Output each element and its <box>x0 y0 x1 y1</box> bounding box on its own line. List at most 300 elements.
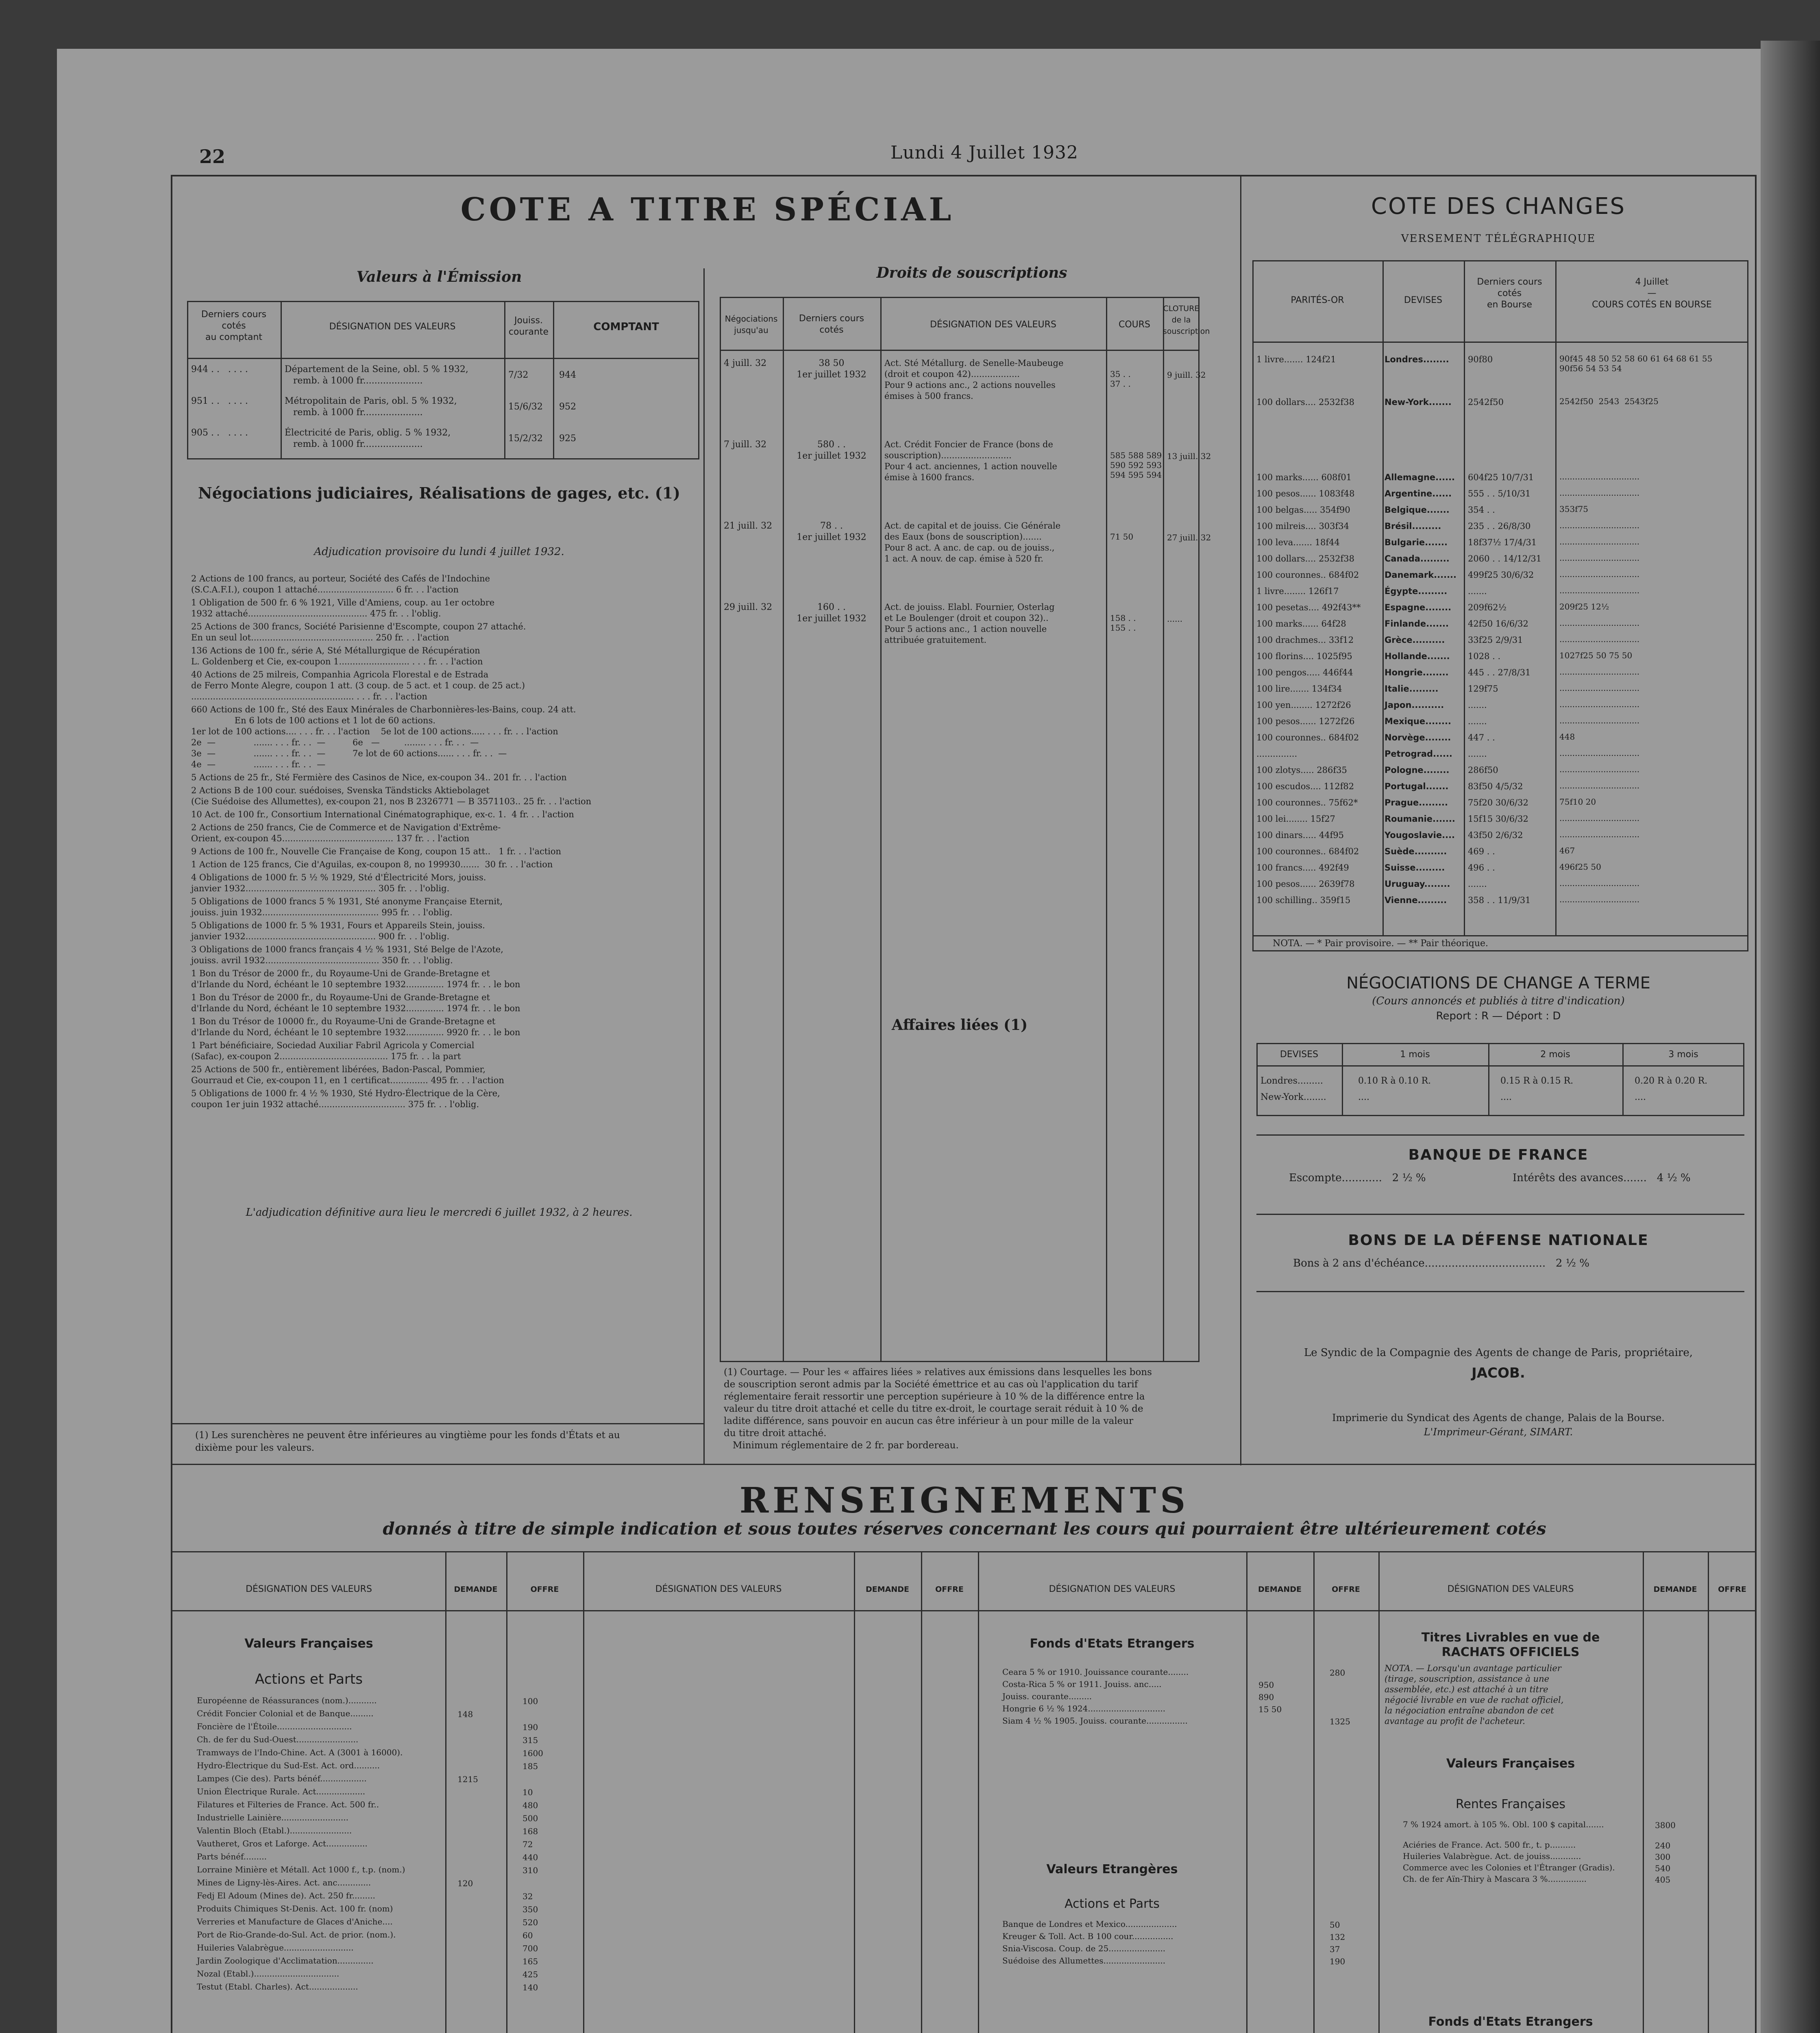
divider-droits <box>703 268 705 1464</box>
change-row-parite: 100 pesos...... 1083f48 <box>1256 489 1355 498</box>
rens-row-name: Ch. de fer du Sud-Ouest........................ <box>197 1735 359 1744</box>
rens-row-name: 7 % 1924 amort. à 105 %. Obl. 100 $ capital....... <box>1403 1820 1604 1829</box>
droits-row-cours: 35 . . 37 . . <box>1110 369 1131 389</box>
change-row-devise: Yougoslavie.... <box>1385 830 1455 840</box>
divider-changes <box>1240 176 1241 1465</box>
change-row-parite: 100 florins.... 1025f95 <box>1256 651 1352 661</box>
negociation-entry: 660 Actions de 100 fr., Sté des Eaux Minérales de Charbonnières-les-Bains, coup. 24 att. En 6 lots de 100 actions et 1 lot de 60 actions. 1er lot de 100 actions.... . . . fr. . . l'action 5e lot de 100 actions..... . . . fr. . . l'action 2e — ....... . . . fr. . . — 6e — ........ . . . fr. . . — 3e — ....... . . . fr. . . — 7e lot de 60 actions...... . . . fr. . . — 4e — ....... . . . fr. . . — <box>191 705 576 769</box>
changes-subtitle: VERSEMENT TÉLÉGRAPHIQUE <box>1401 233 1596 245</box>
terme-row-devise: New-York........ <box>1261 1092 1326 1102</box>
change-row-cours: 209f25 12½ <box>1559 602 1609 612</box>
change-row-devise: Suisse......... <box>1385 863 1445 873</box>
emission-footnote: (1) Les surenchères ne peuvent être inférieures au vingtième pour les fonds d'États et au dixième pour les valeurs. <box>195 1430 620 1453</box>
rens-row-offre: 1325 <box>1330 1717 1350 1726</box>
change-row-parite: 100 leva....... 18f44 <box>1256 538 1340 547</box>
syndic-line1: Le Syndic de la Compagnie des Agents de change de Paris, propriétaire, <box>1304 1347 1693 1359</box>
rens-row-offre: 60 <box>522 1931 533 1940</box>
rens-row-offre: 315 <box>522 1735 538 1745</box>
rens-row-name: Tramways de l'Indo-Chine. Act. A (3001 à 16000). <box>197 1748 403 1757</box>
rens-row-name: Parts bénéf......... <box>197 1852 267 1861</box>
change-row-devise: Roumanie....... <box>1385 814 1455 824</box>
rens-col-divider <box>854 1551 855 2033</box>
change-row-last: 83f50 4/5/32 <box>1468 781 1523 791</box>
change-row-devise: Allemagne...... <box>1385 472 1455 482</box>
rens-row-offre: 190 <box>1330 1957 1345 1966</box>
rens-row-name: Lampes (Cie des). Parts bénéf.................. <box>197 1774 367 1783</box>
negociation-entry: 3 Obligations de 1000 francs français 4 ½ % 1931, Sté Belge de l'Azote, jouiss. avril 1932.......................................... 350 fr. . . l'oblig. <box>191 945 503 965</box>
rens-row-demande: 890 <box>1258 1692 1274 1702</box>
change-row-last: ....... <box>1468 749 1487 759</box>
rens-col-offre: OFFRE <box>935 1585 964 1594</box>
change-row-devise: Uruguay........ <box>1385 879 1450 889</box>
change-row-cours: 1027f25 50 75 50 <box>1559 651 1633 660</box>
terme-row-3: 0.20 R à 0.20 R. <box>1635 1076 1708 1086</box>
rens-col-designation: DÉSIGNATION DES VALEURS <box>1049 1584 1176 1594</box>
change-row-cours: ............................... <box>1559 634 1640 644</box>
change-row-last: 604f25 10/7/31 <box>1468 472 1534 482</box>
rens-col3-sub2: Actions et Parts <box>1065 1897 1160 1911</box>
rens-col-divider <box>921 1551 922 2033</box>
change-row-cours: 496f25 50 <box>1559 862 1601 872</box>
rens-row-offre: 190 <box>522 1722 538 1732</box>
rens-group-divider <box>1378 1551 1380 2033</box>
change-row-parite: 100 schilling.. 359f15 <box>1256 895 1351 905</box>
change-row-last: 555 . . 5/10/31 <box>1468 489 1531 498</box>
change-row-cours: 353f75 <box>1559 504 1589 514</box>
rens-row-name: Suédoise des Allumettes........................ <box>1002 1956 1166 1966</box>
terme-row-2: .... <box>1500 1092 1512 1102</box>
droits-row-date: 29 juill. 32 <box>724 602 773 612</box>
change-row-last: 2060 . . 14/12/31 <box>1468 554 1542 564</box>
rens-row-name: Costa-Rica 5 % or 1911. Jouiss. anc..... <box>1002 1679 1162 1689</box>
rens-row-name: Nozal (Etabl.)................................. <box>197 1969 340 1979</box>
rens-row-offre: 425 <box>522 1970 538 1979</box>
rens-col-offre: OFFRE <box>1332 1585 1360 1594</box>
emission-row-name: Électricité de Paris, oblig. 5 % 1932, remb. à 1000 fr..................... <box>285 428 451 449</box>
rens-row-demande: 15 50 <box>1258 1704 1282 1714</box>
terme-subtitle: (Cours annoncés et publiés à titre d'indication) <box>1372 995 1625 1007</box>
change-row-devise: Bulgarie....... <box>1385 538 1448 547</box>
terme-col-3: 3 mois <box>1668 1049 1698 1060</box>
rens-row-offre: 440 <box>522 1852 538 1862</box>
change-row-parite: ............... <box>1256 749 1298 759</box>
change-row-devise: Pologne........ <box>1385 765 1450 775</box>
change-row-cours: ............................... <box>1559 781 1640 790</box>
affaires-liees-heading: Affaires liées (1) <box>891 1016 1028 1034</box>
courtage-note: (1) Courtage. — Pour les « affaires liées » relatives aux émissions dans lesquelles les bons de souscription seront admis par la Société émettrice et au cas où l'application du tarif réglementaire ferait ressortir une perception supérieure à 10 % de la différence entre la valeur du titre droit attaché et celle du titre ex-droit, le courtage serait réduit à 10 % de ladite différence, sans pouvoir en aucun cas être inférieur à un pour mille de la valeur du titre droit attaché. Minimum réglementaire de 2 fr. par bordereau. <box>724 1367 1152 1451</box>
change-row-cours: ............................... <box>1559 683 1640 693</box>
change-row-devise: Finlande....... <box>1385 619 1449 629</box>
change-row-parite: 100 couronnes.. 684f02 <box>1256 570 1359 580</box>
rens-col-offre: OFFRE <box>1718 1585 1746 1594</box>
rens-row-demande: 3800 <box>1655 1820 1676 1830</box>
terme-row-devise: Londres......... <box>1261 1076 1323 1086</box>
change-row-cours: 90f45 48 50 52 58 60 61 64 68 61 55 90f56 54 53 54 <box>1559 354 1713 373</box>
change-row-devise: Prague......... <box>1385 798 1448 808</box>
negociation-entry: 1 Bon du Trésor de 2000 fr., du Royaume-Uni de Grande-Bretagne et d'Irlande du Nord, échéant le 10 septembre 1932.............. 1974 fr. . . le bon <box>191 993 520 1013</box>
rens-row-name: Industrielle Lainière.......................... <box>197 1813 348 1822</box>
terme-row-2: 0.15 R à 0.15 R. <box>1500 1076 1574 1086</box>
emission-row-comptant: 944 <box>559 370 576 380</box>
change-row-parite: 100 marks...... 64f28 <box>1256 619 1346 629</box>
rens-row-demande: 1215 <box>457 1774 478 1784</box>
rens-row-name: Vautheret, Gros et Laforge. Act................ <box>197 1839 368 1848</box>
change-row-cours: 2542f50 2543 2543f25 <box>1559 396 1659 406</box>
terme-col-devises: DEVISES <box>1280 1049 1319 1060</box>
droits-col-cloture: CLOTURE de la souscription <box>1163 304 1210 336</box>
droits-row-prev: 78 . . 1er juillet 1932 <box>797 521 866 542</box>
change-row-last: ....... <box>1468 700 1487 710</box>
rens-row-demande: 540 <box>1655 1863 1671 1873</box>
change-row-devise: Japon.......... <box>1385 700 1444 710</box>
rens-col-demande: DEMANDE <box>454 1585 498 1594</box>
change-row-cours: 467 <box>1559 846 1575 855</box>
change-row-last: 469 . . <box>1468 847 1495 856</box>
renseignements-subtitle: donnés à titre de simple indication et sous toutes réserves concernant les cours qui pourraient être ultérieurement cotés <box>383 1519 1546 1539</box>
rens-row-name: Snia-Viscosa. Coup. de 25...................... <box>1002 1944 1166 1953</box>
rens-row-name: Fedj El Adoum (Mines de). Act. 250 fr......... <box>197 1891 375 1900</box>
rens-row-name: Banque de Londres et Mexico.................... <box>1002 1919 1177 1929</box>
binding-spine <box>1761 41 1820 2033</box>
change-row-last: 209f62½ <box>1468 603 1507 612</box>
rens-row-name: Jardin Zoologique d'Acclimatation.............. <box>197 1956 374 1966</box>
emission-heading: Valeurs à l'Émission <box>356 268 522 285</box>
rens-row-name: Ch. de fer Aïn-Thiry à Mascara 3 %............... <box>1403 1874 1587 1884</box>
rens-row-name: Jouiss. courante......... <box>1002 1691 1092 1701</box>
rens-row-demande: 300 <box>1655 1852 1671 1862</box>
rens-row-name: Produits Chimiques St-Denis. Act. 100 fr. (nom) <box>197 1904 393 1913</box>
rens-col-designation: DÉSIGNATION DES VALEURS <box>655 1584 782 1594</box>
droits-row-cloture: ...... <box>1167 614 1183 624</box>
change-row-cours: ............................... <box>1559 699 1640 709</box>
rens-row-name: Port de Rio-Grande-do-Sul. Act. de prior. (nom.). <box>197 1930 396 1939</box>
change-row-devise: Argentine...... <box>1385 489 1452 498</box>
change-row-parite: 100 milreis.... 303f34 <box>1256 521 1350 531</box>
change-row-parite: 100 pesetas.... 492f43** <box>1256 603 1361 612</box>
rens-col-demande: DEMANDE <box>1258 1585 1302 1594</box>
syndic-line3: L'Imprimeur-Gérant, SIMART. <box>1424 1426 1573 1438</box>
rens-row-offre: 100 <box>522 1696 538 1706</box>
negociation-entry: 2 Actions de 100 francs, au porteur, Société des Cafés de l'Indochine (S.C.A.F.I.), coupon 1 attaché............................ 6 fr. . . l'action <box>191 574 490 594</box>
rens-col-designation: DÉSIGNATION DES VALEURS <box>1447 1584 1574 1594</box>
rens-col3-heading: Fonds d'Etats Etrangers <box>1030 1637 1195 1651</box>
divider-renseignements <box>172 1464 1757 1465</box>
rens-row-offre: 310 <box>522 1865 538 1875</box>
change-row-last: 496 . . <box>1468 863 1495 873</box>
changes-col-parites: PARITÉS-OR <box>1291 295 1344 305</box>
rens-row-name: Kreuger & Toll. Act. B 100 cour................ <box>1002 1931 1173 1941</box>
renseignements-title: RENSEIGNEMENTS <box>739 1480 1190 1521</box>
page-date: Lundi 4 Juillet 1932 <box>890 142 1078 163</box>
change-row-parite: 100 pesos...... 2639f78 <box>1256 879 1355 889</box>
change-row-cours: ............................... <box>1559 569 1640 579</box>
emission-row-comptant: 925 <box>559 433 576 444</box>
adjudication-definitive: L'adjudication définitive aura lieu le mercredi 6 juillet 1932, à 2 heures. <box>246 1206 633 1219</box>
rens-row-name: Huileries Valabrègue. Act. de jouiss............ <box>1403 1851 1581 1861</box>
rens-row-offre: 168 <box>522 1826 538 1836</box>
emission-col-derniers: Derniers cours cotés au comptant <box>201 309 267 342</box>
negociations-list <box>191 573 695 1112</box>
rens-row-name: Lorraine Minière et Métall. Act 1000 f., t.p. (nom.) <box>197 1865 405 1874</box>
negociations-heading: Négociations judiciaires, Réalisations de gages, etc. (1) <box>198 484 680 502</box>
droits-row-prev: 160 . . 1er juillet 1932 <box>797 602 866 624</box>
rens-row-offre: 700 <box>522 1944 538 1953</box>
rens-row-name: Hongrie 6 ½ % 1924.............................. <box>1002 1704 1166 1713</box>
change-row-devise: Brésil......... <box>1385 521 1441 531</box>
rens-row-name: Verreries et Manufacture de Glaces d'Aniche.... <box>197 1917 393 1926</box>
emission-row-jouiss: 15/6/32 <box>508 402 543 412</box>
droits-col-derniers: Derniers cours cotés <box>799 313 864 335</box>
change-row-parite: 100 belgas..... 354f90 <box>1256 505 1350 515</box>
negociation-entry: 1 Action de 125 francs, Cie d'Aguilas, ex-coupon 8, no 199930....... 30 fr. . . l'action <box>191 860 553 869</box>
emission-row-jouiss: 15/2/32 <box>508 433 543 444</box>
rens-col-divider <box>1708 1551 1709 2033</box>
change-row-last: 15f15 30/6/32 <box>1468 814 1528 824</box>
syndic-line2: Imprimerie du Syndicat des Agents de change, Palais de la Bourse. <box>1332 1412 1665 1424</box>
emission-row-name: Département de la Seine, obl. 5 % 1932, remb. à 1000 fr..................... <box>285 364 468 386</box>
droits-col-neg: Négociations jusqu'au <box>725 314 778 335</box>
droits-row-cours: 585 588 589 590 592 593 594 595 594 <box>1110 451 1162 480</box>
change-row-parite: 100 francs..... 492f49 <box>1256 863 1349 873</box>
page-number: 22 <box>199 146 226 168</box>
change-row-last: 499f25 30/6/32 <box>1468 570 1534 580</box>
negociation-entry: 5 Obligations de 1000 fr. 5 % 1931, Fours et Appareils Stein, jouiss. janvier 1932................................................ 900 fr. . . l'oblig. <box>191 921 485 941</box>
change-row-parite: 100 pesos...... 1272f26 <box>1256 716 1355 726</box>
banque-interets: Intérêts des avances....... 4 ½ % <box>1513 1172 1691 1184</box>
change-row-devise: Grèce.......... <box>1385 635 1445 645</box>
change-row-cours: ............................... <box>1559 878 1640 888</box>
change-row-cours: ............................... <box>1559 716 1640 725</box>
change-row-parite: 100 couronnes.. 684f02 <box>1256 733 1359 742</box>
rens-col4-heading: Titres Livrables en vue de RACHATS OFFICIELS <box>1421 1630 1600 1659</box>
rens-col4-heading2: Valeurs Françaises <box>1446 1757 1575 1771</box>
change-row-cours: ............................... <box>1559 667 1640 677</box>
rens-row-offre: 350 <box>522 1905 538 1914</box>
negociation-entry: 2 Actions de 250 francs, Cie de Commerce et de Navigation d'Extrême- Orient, ex-coupon 45......................................... 137 fr. . . l'action <box>191 823 501 843</box>
rens-group-divider <box>583 1551 584 2033</box>
syndic-name: JACOB. <box>1472 1365 1525 1381</box>
change-row-last: 18f37½ 17/4/31 <box>1468 538 1537 547</box>
rens-row-demande: 148 <box>457 1709 473 1719</box>
droits-row-prev: 38 50 1er juillet 1932 <box>797 358 866 380</box>
rens-col1-sub1: Actions et Parts <box>255 1671 363 1687</box>
negociation-entry: 1 Bon du Trésor de 2000 fr., du Royaume-Uni de Grande-Bretagne et d'Irlande du Nord, échéant le 10 septembre 1932.............. 1974 fr. . . le bon <box>191 969 520 989</box>
rens-row-offre: 185 <box>522 1761 538 1771</box>
negociation-entry: 4 Obligations de 1000 fr. 5 ½ % 1929, Sté d'Électricité Mors, jouiss. janvier 1932................................................ 305 fr. . . l'oblig. <box>191 873 486 893</box>
change-row-cours: ............................... <box>1559 829 1640 839</box>
rens-row-name: Foncière de l'Étoile............................. <box>197 1722 352 1731</box>
terme-title: NÉGOCIATIONS DE CHANGE A TERME <box>1346 974 1650 993</box>
terme-col-1: 1 mois <box>1400 1049 1430 1060</box>
negociation-entry: 25 Actions de 500 fr., entièrement libérées, Badon-Pascal, Pommier, Gourraud et Cie, ex-coupon 11, en 1 certificat.............. 495 fr. . . l'action <box>191 1064 504 1085</box>
change-row-parite: 100 yen........ 1272f26 <box>1256 700 1351 710</box>
negociation-entry: 5 Actions de 25 fr., Sté Fermière des Casinos de Nice, ex-coupon 34.. 201 fr. . . l'action <box>191 773 567 782</box>
negociation-entry: 2 Actions B de 100 cour. suédoises, Svenska Tändsticks Aktiebolaget (Cie Suédoise des Allumettes), ex-coupon 21, nos B 2326771 — B 3571103.. 25 fr. . . l'action <box>191 786 592 806</box>
rens-row-offre: 10 <box>522 1787 533 1797</box>
change-row-parite: 100 zlotys..... 286f35 <box>1256 765 1347 775</box>
rens-row-demande: 120 <box>457 1878 473 1888</box>
change-row-parite: 100 marks...... 608f01 <box>1256 472 1352 482</box>
change-row-parite: 100 pengos..... 446f44 <box>1256 668 1353 677</box>
change-row-parite: 100 lire....... 134f34 <box>1256 684 1342 694</box>
rens-row-name: Siam 4 ½ % 1905. Jouiss. courante................ <box>1002 1716 1188 1726</box>
emission-row-prev: 905 . . . . . . <box>191 428 248 438</box>
droits-row-name: Act. de jouiss. Elabl. Fournier, Osterlag et Le Boulenger (droit et coupon 32).. Pour 5 actions anc., 1 action nouvelle attribuée gratuitement. <box>884 602 1055 645</box>
change-row-cours: ............................... <box>1559 537 1640 546</box>
rens-row-name: Filatures et Filteries de France. Act. 500 fr.. <box>197 1800 379 1809</box>
negociation-entry: 1 Obligation de 500 fr. 6 % 1921, Ville d'Amiens, coup. au 1er octobre 1932 attaché............................................ 475 fr. . . l'oblig. <box>191 598 495 618</box>
negociation-entry: 1 Bon du Trésor de 10000 fr., du Royaume-Uni de Grande-Bretagne et d'Irlande du Nord, échéant le 10 septembre 1932.............. 9920 fr. . . le bon <box>191 1016 520 1037</box>
rens-row-name: Mines de Ligny-lès-Aires. Act. anc............. <box>197 1878 371 1887</box>
change-row-cours: 75f10 20 <box>1559 797 1596 807</box>
droits-row-cloture: 13 juill. 32 <box>1167 451 1211 461</box>
change-row-devise: Vienne......... <box>1385 895 1447 905</box>
rens-row-offre: 480 <box>522 1800 538 1810</box>
negociation-entry: 5 Obligations de 1000 francs 5 % 1931, Sté anonyme Française Eternit, jouiss. juin 1932........................................... 995 fr. . . l'oblig. <box>191 897 503 917</box>
change-row-devise: Espagne........ <box>1385 603 1452 612</box>
terme-row-1: 0.10 R à 0.10 R. <box>1358 1076 1431 1086</box>
change-row-cours: ............................... <box>1559 895 1640 904</box>
rens-row-name: Commerce avec les Colonies et l'Étranger (Gradis). <box>1403 1863 1615 1872</box>
rens-col-designation: DÉSIGNATION DES VALEURS <box>246 1584 372 1594</box>
change-row-devise: New-York....... <box>1385 397 1452 407</box>
bons-title: BONS DE LA DÉFENSE NATIONALE <box>1348 1232 1649 1249</box>
terme-legend: Report : R — Déport : D <box>1436 1010 1561 1022</box>
emission-col-designation: DÉSIGNATION DES VALEURS <box>329 322 456 332</box>
change-row-devise: Danemark....... <box>1385 570 1457 580</box>
change-row-cours: ............................... <box>1559 488 1640 498</box>
rens-row-offre: 50 <box>1330 1920 1340 1930</box>
change-row-devise: Égypte......... <box>1385 586 1448 596</box>
rens-row-offre: 165 <box>522 1957 538 1966</box>
rens-row-offre: 32 <box>522 1892 533 1901</box>
change-row-last: ....... <box>1468 716 1487 726</box>
change-row-parite: 1 livre....... 124f21 <box>1256 355 1336 364</box>
droits-col-designation: DÉSIGNATION DES VALEURS <box>930 320 1056 330</box>
rens-row-offre: 280 <box>1330 1668 1345 1678</box>
rens-col-demande: DEMANDE <box>1653 1585 1697 1594</box>
change-row-parite: 100 dollars.... 2532f38 <box>1256 554 1354 564</box>
rens-col4-sub1: Rentes Françaises <box>1455 1797 1566 1811</box>
change-row-cours: ............................... <box>1559 618 1640 628</box>
negociation-entry: 5 Obligations de 1000 fr. 4 ½ % 1930, Sté Hydro-Électrique de la Cère, coupon 1er juin 1932 attaché................................ 375 fr. . . l'oblig. <box>191 1088 500 1109</box>
rens-col1-heading: Valeurs Françaises <box>244 1637 373 1651</box>
change-row-devise: Canada......... <box>1385 554 1450 564</box>
negociation-entry: 1 Part bénéficiaire, Sociedad Auxiliar Fabril Agricola y Comercial (Safac), ex-coupon 2........................................ 175 fr. . . la part <box>191 1040 475 1061</box>
changes-col-devises: DEVISES <box>1404 295 1443 305</box>
negociation-entry: 25 Actions de 300 francs, Société Parisienne d'Escompte, coupon 27 attaché. En un seul lot............................................. 250 fr. . . l'action <box>191 622 526 642</box>
banque-escompte: Escompte............ 2 ½ % <box>1289 1172 1426 1184</box>
droits-row-cloture: 9 juill. 32 <box>1167 370 1206 380</box>
adjudication-provisoire: Adjudication provisoire du lundi 4 juillet 1932. <box>314 546 564 558</box>
change-row-parite: 100 drachmes... 33f12 <box>1256 635 1354 645</box>
cote-titre-title: COTE A TITRE SPÉCIAL <box>460 191 955 228</box>
change-row-last: 90f80 <box>1468 355 1493 364</box>
rens-row-offre: 132 <box>1330 1932 1345 1942</box>
change-row-cours: ............................... <box>1559 586 1640 595</box>
rens-col3-heading2: Valeurs Etrangères <box>1046 1862 1178 1876</box>
negociation-entry: 40 Actions de 25 milreis, Companhia Agricola Florestal e de Estrada de Ferro Monte Alegre, coupon 1 att. (3 coup. de 5 act. et 1 coup. de 25 act.) ............................................................ . . . fr. . . l'action <box>191 670 525 701</box>
droits-row-name: Act. de capital et de jouiss. Cie Générale des Eaux (bons de souscription)....... Pour 8 act. A anc. de cap. ou de jouiss., 1 act. A nouv. de cap. émise à 520 fr. <box>884 521 1061 564</box>
rens-row-offre: 72 <box>522 1839 533 1849</box>
change-row-last: 129f75 <box>1468 684 1498 694</box>
rens-row-name: Crédit Foncier Colonial et de Banque......... <box>197 1709 374 1718</box>
change-row-last: 75f20 30/6/32 <box>1468 798 1528 808</box>
change-row-devise: Londres........ <box>1385 355 1449 364</box>
rens-row-name: Hydro-Électrique du Sud-Est. Act. ord.......... <box>197 1761 380 1770</box>
droits-row-name: Act. Sté Métallurg. de Senelle-Maubeuge (droit et coupon 42).................. Pour 9 actions anc., 2 actions nouvelles émises à 500 francs. <box>884 358 1064 401</box>
rens-col-divider <box>1313 1551 1315 2033</box>
changes-col-derniers: Derniers cours cotés en Bourse <box>1477 277 1542 310</box>
change-row-last: 358 . . 11/9/31 <box>1468 895 1531 905</box>
change-row-last: 286f50 <box>1468 765 1498 775</box>
rens-col-divider <box>506 1551 507 2033</box>
rens-row-name: Huileries Valabrègue........................... <box>197 1943 354 1952</box>
change-row-last: ....... <box>1468 586 1487 596</box>
droits-row-prev: 580 . . 1er juillet 1932 <box>797 440 866 461</box>
change-row-devise: Norvège........ <box>1385 733 1451 742</box>
emission-row-comptant: 952 <box>559 402 576 412</box>
rens-col-divider <box>1643 1551 1644 2033</box>
changes-title: COTE DES CHANGES <box>1371 193 1626 220</box>
rens-col-divider <box>1246 1551 1247 2033</box>
change-row-cours: ............................... <box>1559 472 1640 481</box>
terme-row-1: .... <box>1358 1092 1369 1102</box>
change-row-cours: ............................... <box>1559 553 1640 563</box>
change-row-last: 33f25 2/9/31 <box>1468 635 1523 645</box>
negociation-entry: 136 Actions de 100 fr., série A, Sté Métallurgique de Récupération L. Goldenberg et Cie, ex-coupon 1.......................... . . . fr. . . l'action <box>191 646 483 666</box>
change-row-devise: Petrograd...... <box>1385 749 1452 759</box>
rens-col-divider <box>445 1551 446 2033</box>
change-row-last: 445 . . 27/8/31 <box>1468 668 1531 677</box>
terme-col-2: 2 mois <box>1540 1049 1570 1060</box>
change-row-devise: Hollande....... <box>1385 651 1450 661</box>
change-row-parite: 100 dinars..... 44f95 <box>1256 830 1344 840</box>
rens-row-demande: 950 <box>1258 1680 1274 1690</box>
change-row-parite: 100 dollars.... 2532f38 <box>1256 397 1354 407</box>
rens-row-offre: 37 <box>1330 1944 1340 1954</box>
rens-row-name: Ceara 5 % or 1910. Jouissance courante........ <box>1002 1667 1189 1677</box>
rens-row-offre: 520 <box>522 1918 538 1927</box>
emission-col-jouiss: Jouiss. courante <box>508 316 549 337</box>
rens-col-offre: OFFRE <box>530 1585 559 1594</box>
negociation-entry: 9 Actions de 100 fr., Nouvelle Cie Française de Kong, coupon 15 att.. 1 fr. . . l'action <box>191 847 562 856</box>
droits-row-cloture: 27 juill. 32 <box>1167 533 1211 542</box>
change-row-devise: Hongrie........ <box>1385 668 1449 677</box>
emission-row-jouiss: 7/32 <box>508 370 529 380</box>
rens-row-name: Testut (Etabl. Charles). Act................... <box>197 1982 358 1992</box>
droits-row-cours: 71 50 <box>1110 532 1134 542</box>
change-row-devise: Suède.......... <box>1385 847 1447 856</box>
change-row-parite: 100 couronnes.. 75f62* <box>1256 798 1358 808</box>
rens-col-demande: DEMANDE <box>865 1585 909 1594</box>
rens-col4-heading3: Fonds d'Etats Etrangers <box>1428 2015 1593 2029</box>
change-row-parite: 100 escudos.... 112f82 <box>1256 781 1354 791</box>
rens-row-offre: 1600 <box>522 1748 543 1758</box>
rens-row-demande: 405 <box>1655 1875 1671 1885</box>
change-row-last: 1028 . . <box>1468 651 1501 661</box>
changes-nota: NOTA. — * Pair provisoire. — ** Pair théorique. <box>1273 938 1489 949</box>
rens-row-offre: 140 <box>522 1983 538 1992</box>
change-row-cours: ............................... <box>1559 764 1640 774</box>
rens-row-demande: 240 <box>1655 1841 1671 1850</box>
droits-heading: Droits de souscriptions <box>876 264 1067 281</box>
droits-col-cours: COURS <box>1118 320 1151 330</box>
change-row-last: 447 . . <box>1468 733 1495 742</box>
droits-row-name: Act. Crédit Foncier de France (bons de souscription).......................... Pour 4 act. anciennes, 1 action nouvelle émise à 1600 francs. <box>884 440 1057 482</box>
change-row-last: 235 . . 26/8/30 <box>1468 521 1531 531</box>
change-row-last: 43f50 2/6/32 <box>1468 830 1523 840</box>
